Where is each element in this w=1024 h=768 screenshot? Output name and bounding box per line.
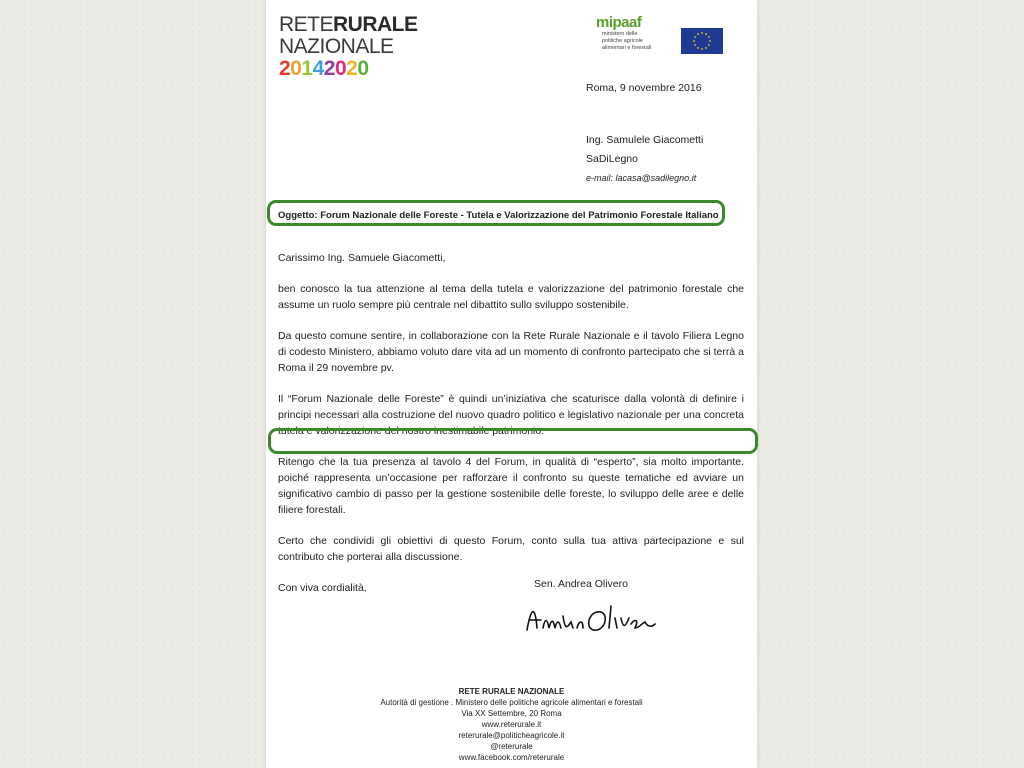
mipaaf-logo xyxy=(596,14,662,52)
logo-word-rete: RETE xyxy=(279,13,334,36)
recipient-block xyxy=(586,132,703,189)
eu-star-icon xyxy=(694,44,696,46)
footer-email-link[interactable]: reterurale@politicheagricole.it xyxy=(458,731,565,740)
footer-line: Autorità di gestione . Ministero delle politiche agricole alimentari e forestali xyxy=(380,698,643,707)
recipient-email: e-mail: lacasa@sadilegno.it xyxy=(586,173,697,183)
rete-rurale-logo xyxy=(279,14,418,79)
logo-year-digit: 0 xyxy=(290,57,302,80)
mipaaf-brand: mipaaf xyxy=(596,14,642,31)
eu-star-icon xyxy=(708,36,710,38)
logo-year-digit: 4 xyxy=(312,57,324,80)
eu-star-icon xyxy=(697,47,699,49)
letter-page xyxy=(266,0,757,768)
eu-star-icon xyxy=(694,36,696,38)
eu-star-icon xyxy=(709,40,711,42)
logo-year-digit: 2 xyxy=(323,57,335,80)
eu-star-icon xyxy=(708,44,710,46)
paragraph: ben conosco la tua attenzione al tema della tutela e valorizzazione del patrimonio forestale che assume un ruolo sempre più centrale nel dibattito sullo sviluppo sostenibile. xyxy=(278,283,744,311)
mipaaf-sub-line: ministero delle xyxy=(602,31,638,37)
letter-date: Roma, 9 novembre 2016 xyxy=(586,82,702,94)
logo-year-digit: 0 xyxy=(334,57,347,80)
logo-years xyxy=(279,58,418,79)
letter-footer xyxy=(266,686,757,763)
expert-highlight xyxy=(268,428,758,454)
signatory-name: Sen. Andrea Olivero xyxy=(534,578,628,590)
letter-subject: Oggetto: Forum Nazionale delle Foreste - Tutela e Valorizzazione del Patrimonio Forestale Italiano xyxy=(278,210,719,221)
mipaaf-sub-line: politiche agricole xyxy=(602,38,643,44)
handwritten-signature xyxy=(521,598,661,643)
logo-word-rurale: RURALE xyxy=(333,13,418,36)
closing: Con viva cordialità, xyxy=(278,582,367,594)
logo-year-digit: 2 xyxy=(279,57,291,80)
paragraph: Il “Forum Nazionale delle Foreste” è quindi un’iniziativa che scaturisce dalla volontà di definire i principi necessari alla costruzione del nuovo quadro politico e legislativo nazionale per una concreta tutela e valorizzazione del nostro inestimabile patrimonio. xyxy=(278,393,744,437)
eu-flag-icon xyxy=(681,28,723,54)
logo-year-digit: 2 xyxy=(346,57,358,80)
logo-year-digit: 1 xyxy=(301,57,313,80)
footer-twitter-link[interactable]: @reterurale xyxy=(490,742,533,751)
recipient-company: SaDiLegno xyxy=(586,153,638,165)
greeting: Carissimo Ing. Samuele Giacometti, xyxy=(278,252,446,264)
mipaaf-subtitle xyxy=(602,31,662,52)
footer-facebook-link[interactable]: www.facebook.com/reterurale xyxy=(458,753,565,762)
eu-star-icon xyxy=(693,40,695,42)
eu-star-icon xyxy=(697,33,699,35)
logo-year-digit: 0 xyxy=(357,57,369,80)
paragraph: Certo che condividi gli obiettivi di questo Forum, conto sulla tua attiva partecipazione e sul contributo che porterai alla discussione. xyxy=(278,535,744,563)
logo-word-nazionale: NAZIONALE xyxy=(279,35,394,58)
eu-star-icon xyxy=(701,48,703,50)
footer-website-link[interactable]: www.reterurale.it xyxy=(481,720,542,729)
eu-star-icon xyxy=(701,32,703,34)
footer-org: RETE RURALE NAZIONALE xyxy=(458,687,565,696)
eu-star-icon xyxy=(705,33,707,35)
paragraph: Ritengo che la tua presenza al tavolo 4 del Forum, in qualità di “esperto”, sia molto importante. poiché rappresenta un’occasione per rafforzare il confronto su queste tematiche ed avviare un significativo cambio di passo per la gestione sostenibile delle foreste, lo sviluppo delle aree e delle filiere forestali. xyxy=(278,456,744,516)
mipaaf-sub-line: alimentari e forestali xyxy=(602,45,652,51)
paragraph: Da questo comune sentire, in collaborazione con la Rete Rurale Nazionale e il tavolo Filiera Legno di codesto Ministero, abbiamo voluto dare vita ad un momento di confronto partecipato che si terrà a Roma il 29 novembre pv. xyxy=(278,330,744,374)
footer-address: Via XX Settembre, 20 Roma xyxy=(461,709,562,718)
recipient-name: Ing. Samulele Giacometti xyxy=(586,134,704,146)
eu-star-icon xyxy=(705,47,707,49)
